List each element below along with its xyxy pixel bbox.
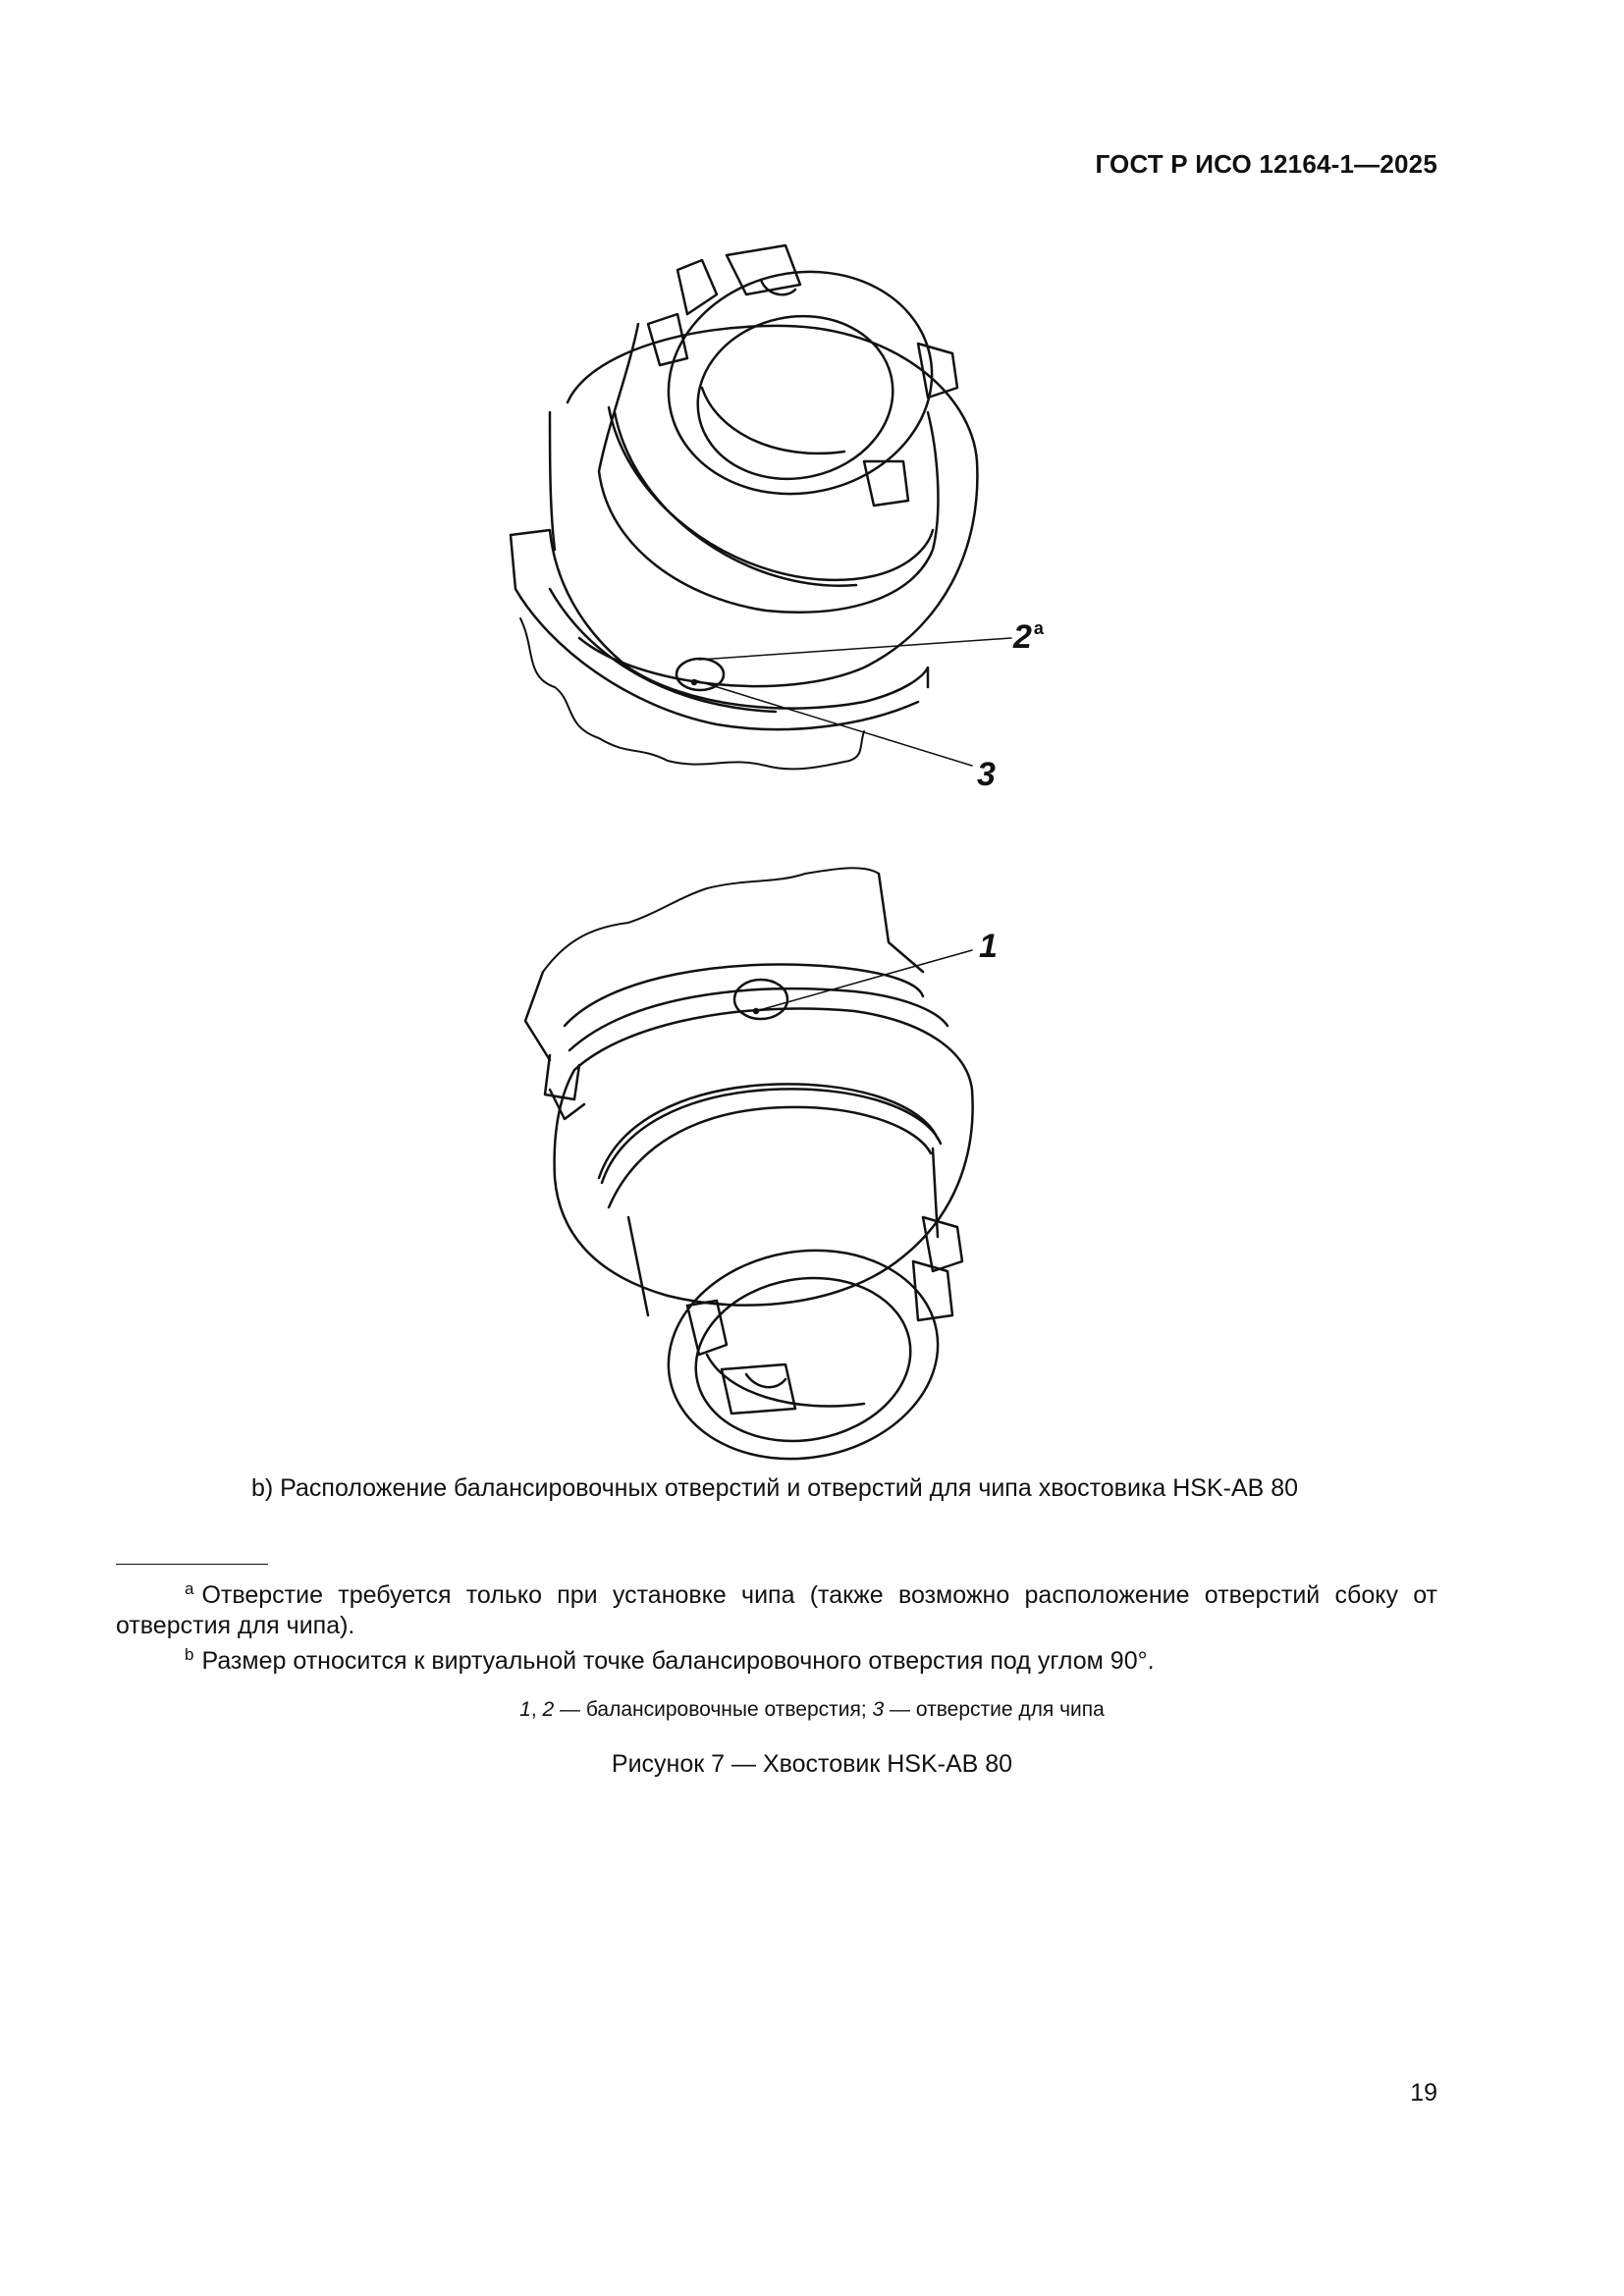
footnote-b: [116, 1639, 1437, 1677]
footnote-b-text: Размер относится к виртуальной точке балансировочного отверстия под углом 90°.: [201, 1647, 1155, 1675]
subfigure-caption: b) Расположение балансировочных отверстий и отверстий для чипа хвостовика HSK-AB 80: [251, 1474, 1299, 1502]
callout-3: [977, 756, 996, 794]
upper-view: [511, 245, 1011, 769]
lower-view: [525, 868, 973, 1479]
figure-legend: [0, 1698, 1624, 1722]
legend-text-balancing: — балансировочные отверстия;: [554, 1698, 873, 1721]
footnote-separator: [116, 1564, 268, 1565]
callout-2: [1013, 618, 1044, 657]
legend-text-chip: — отверстие для чипа: [884, 1698, 1105, 1721]
figure-title: Рисунок 7 — Хвостовик HSK-AB 80: [611, 1750, 1013, 1778]
footnote-a-marker: a: [185, 1579, 194, 1598]
legend-number-1: 1: [519, 1698, 531, 1721]
footnote-b-marker: b: [185, 1645, 194, 1664]
callout-1: [979, 928, 998, 966]
footnote-a: [116, 1574, 1437, 1641]
callout-3-number: 3: [977, 756, 996, 793]
standard-header: ГОСТ Р ИСО 12164-1—2025: [1095, 149, 1437, 179]
callout-2-number: 2: [1013, 618, 1032, 656]
callout-2-superscript: a: [1033, 618, 1044, 638]
callout-1-number: 1: [979, 928, 998, 965]
legend-number-2: 2: [542, 1698, 555, 1721]
page-number: 19: [1410, 2079, 1437, 2107]
footnote-a-text: Отверстие требуется только при установке чипа (также возможно расположение отверстий сбоку от отверстия для чипа).: [116, 1581, 1437, 1639]
legend-comma: ,: [530, 1698, 543, 1721]
legend-number-3: 3: [872, 1698, 885, 1721]
